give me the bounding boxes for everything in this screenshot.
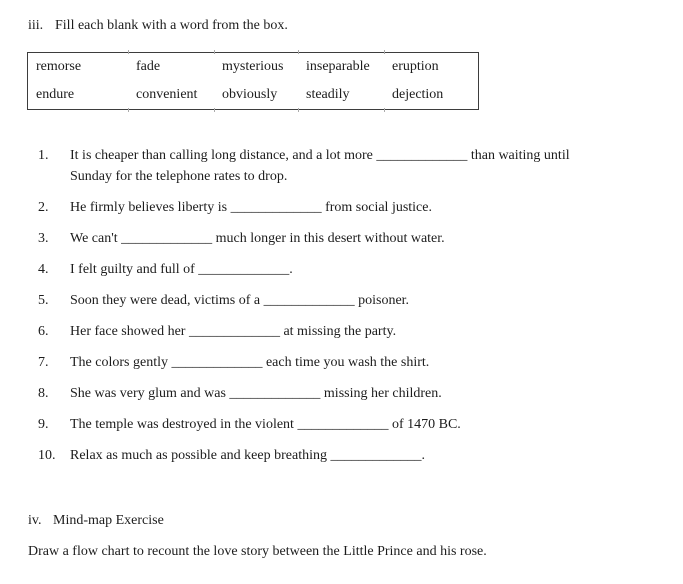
item-text-line: It is cheaper than calling long distance, and a lot more _____________ than waiting until	[70, 148, 570, 163]
item-text	[70, 145, 658, 187]
word-box	[27, 52, 479, 110]
section-iv-number: iv.	[28, 513, 42, 528]
word-box-word: convenient	[136, 87, 198, 102]
item-text-line: Her face showed her _____________ at missing the party.	[70, 324, 397, 339]
fill-blank-item	[38, 197, 658, 218]
fill-blank-item	[38, 352, 658, 373]
fill-blank-list	[38, 145, 658, 476]
item-number: 1.	[38, 148, 49, 163]
word-box-word: inseparable	[306, 59, 370, 74]
section-iii-heading	[28, 15, 288, 36]
item-text-line: Sunday for the telephone rates to drop.	[70, 169, 288, 184]
word-box-column-tick	[214, 50, 215, 54]
word-box-word: remorse	[36, 59, 82, 74]
fill-blank-item	[38, 383, 658, 404]
section-iv-title: Mind-map Exercise	[53, 513, 164, 528]
word-box-word: endure	[36, 87, 75, 102]
item-text-line: I felt guilty and full of _____________.	[70, 262, 293, 277]
fill-blank-item	[38, 321, 658, 342]
item-text-line: She was very glum and was _____________ missing her children.	[70, 386, 442, 401]
word-box-column-tick	[128, 108, 129, 112]
item-text	[70, 321, 658, 342]
fill-blank-item	[38, 145, 658, 187]
fill-blank-item	[38, 228, 658, 249]
fill-blank-item	[38, 445, 658, 466]
fill-blank-item	[38, 414, 658, 435]
item-text	[70, 197, 658, 218]
word-box-word: dejection	[392, 87, 444, 102]
section-iii-title: Fill each blank with a word from the box.	[55, 18, 288, 33]
item-text-line: Soon they were dead, victims of a _____________ poisoner.	[70, 293, 410, 308]
section-iv-heading	[28, 510, 164, 531]
item-text-line: The colors gently _____________ each time you wash the shirt.	[70, 355, 430, 370]
word-box-column-tick	[128, 50, 129, 54]
word-box-column-tick	[384, 108, 385, 112]
item-number: 5.	[38, 293, 49, 308]
item-number: 10.	[38, 448, 56, 463]
item-number: 2.	[38, 200, 49, 215]
item-text-line: We can't _____________ much longer in this desert without water.	[70, 231, 445, 246]
item-number: 4.	[38, 262, 49, 277]
mind-map-instruction: Draw a flow chart to recount the love story between the Little Prince and his rose.	[28, 544, 487, 559]
item-text	[70, 259, 658, 280]
word-box-column-tick	[384, 50, 385, 54]
item-text-line: He firmly believes liberty is _____________ from social justice.	[70, 200, 432, 215]
word-box-word: fade	[136, 59, 161, 74]
fill-blank-item	[38, 259, 658, 280]
item-text-line: Relax as much as possible and keep breathing _____________.	[70, 448, 425, 463]
word-box-column-tick	[298, 50, 299, 54]
item-text	[70, 383, 658, 404]
word-box-word: eruption	[392, 59, 439, 74]
item-text	[70, 445, 658, 466]
item-text	[70, 414, 658, 435]
item-number: 8.	[38, 386, 49, 401]
section-iii-number: iii.	[28, 18, 44, 33]
fill-blank-item	[38, 290, 658, 311]
word-box-word: steadily	[306, 87, 350, 102]
item-number: 6.	[38, 324, 49, 339]
item-text	[70, 352, 658, 373]
item-number: 3.	[38, 231, 49, 246]
item-text	[70, 228, 658, 249]
word-box-column-tick	[298, 108, 299, 112]
word-box-column-tick	[214, 108, 215, 112]
word-box-word: mysterious	[222, 59, 284, 74]
item-text-line: The temple was destroyed in the violent _____________ of 1470 BC.	[70, 417, 461, 432]
item-text	[70, 290, 658, 311]
item-number: 9.	[38, 417, 49, 432]
item-number: 7.	[38, 355, 49, 370]
word-box-word: obviously	[222, 87, 278, 102]
